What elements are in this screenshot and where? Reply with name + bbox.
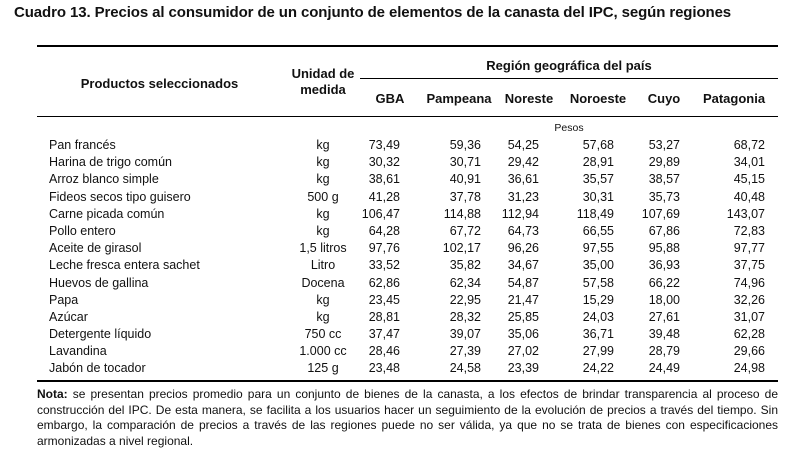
region-noroeste: Noroeste bbox=[569, 91, 627, 106]
price-cell: 106,47 bbox=[361, 206, 400, 221]
price-cell: 107,69 bbox=[641, 206, 680, 221]
header-region: Región geográfica del país bbox=[486, 58, 652, 73]
region-gba: GBA bbox=[375, 91, 405, 106]
product-name: Harina de trigo común bbox=[49, 155, 172, 170]
price-cell: 38,61 bbox=[368, 172, 400, 187]
price-cell: 66,55 bbox=[582, 223, 614, 238]
price-cell: 39,07 bbox=[449, 327, 481, 342]
price-cell: 37,75 bbox=[733, 258, 765, 273]
bottom-rule bbox=[37, 380, 778, 382]
price-cell: 27,39 bbox=[449, 344, 481, 359]
price-cell: 57,68 bbox=[582, 138, 614, 152]
price-cell: 67,72 bbox=[449, 223, 481, 238]
table-row bbox=[0, 327, 800, 344]
product-name: Fideos secos tipo guisero bbox=[49, 189, 191, 204]
price-cell: 97,77 bbox=[733, 241, 765, 256]
product-name: Huevos de gallina bbox=[49, 275, 149, 290]
price-cell: 24,49 bbox=[648, 361, 680, 376]
product-name: Jabón de tocador bbox=[49, 361, 146, 376]
table-row bbox=[0, 361, 800, 378]
top-rule bbox=[37, 45, 778, 47]
table-row bbox=[0, 207, 800, 224]
price-cell: 35,82 bbox=[449, 258, 481, 273]
price-cell: 39,48 bbox=[648, 327, 680, 342]
note-label: Nota: bbox=[37, 387, 68, 401]
unit-cell: kg bbox=[316, 206, 330, 221]
price-cell: 74,96 bbox=[733, 275, 765, 290]
unit-cell: 1.000 cc bbox=[299, 344, 347, 359]
price-cell: 23,39 bbox=[507, 361, 539, 376]
price-cell: 31,07 bbox=[733, 309, 765, 324]
unit-cell: kg bbox=[316, 155, 330, 170]
unit-cell: kg bbox=[316, 309, 330, 324]
price-cell: 73,49 bbox=[368, 138, 400, 152]
price-cell: 30,31 bbox=[582, 189, 614, 204]
price-cell: 24,98 bbox=[733, 361, 765, 376]
table-row bbox=[0, 310, 800, 327]
header-unit-line2: medida bbox=[300, 82, 346, 97]
product-name: Aceite de girasol bbox=[49, 241, 142, 256]
table-row bbox=[0, 224, 800, 241]
header-unit bbox=[283, 66, 363, 98]
price-cell: 23,45 bbox=[368, 292, 400, 307]
product-name: Arroz blanco simple bbox=[49, 172, 159, 187]
price-cell: 45,15 bbox=[733, 172, 765, 187]
table-row bbox=[0, 190, 800, 207]
table-body bbox=[0, 138, 800, 379]
region-patagonia: Patagonia bbox=[702, 91, 766, 106]
unit-cell: kg bbox=[316, 223, 330, 238]
unit-cell: Docena bbox=[301, 275, 345, 290]
price-cell: 36,93 bbox=[648, 258, 680, 273]
price-cell: 96,26 bbox=[507, 241, 539, 256]
price-cell: 72,83 bbox=[733, 223, 765, 238]
product-name: Pan francés bbox=[49, 138, 116, 152]
price-cell: 28,32 bbox=[449, 309, 481, 324]
price-cell: 28,81 bbox=[368, 309, 400, 324]
product-name: Leche fresca entera sachet bbox=[49, 258, 200, 273]
table-note bbox=[37, 387, 778, 449]
price-cell: 35,73 bbox=[648, 189, 680, 204]
price-cell: 64,28 bbox=[368, 223, 400, 238]
price-cell: 97,76 bbox=[368, 241, 400, 256]
table-row bbox=[0, 172, 800, 189]
price-cell: 112,94 bbox=[501, 206, 539, 221]
price-cell: 143,07 bbox=[726, 206, 765, 221]
region-noreste: Noreste bbox=[504, 91, 554, 106]
price-cell: 54,87 bbox=[507, 275, 539, 290]
table-row bbox=[0, 241, 800, 258]
unit-cell: 125 g bbox=[307, 361, 339, 376]
header-products: Productos seleccionados bbox=[80, 76, 239, 91]
price-cell: 66,22 bbox=[648, 275, 680, 290]
price-cell: 27,61 bbox=[648, 309, 680, 324]
price-cell: 35,00 bbox=[582, 258, 614, 273]
price-cell: 34,01 bbox=[733, 155, 765, 170]
price-cell: 53,27 bbox=[648, 138, 680, 152]
note-text: se presentan precios promedio para un conjunto de bienes de la canasta, a los efectos de brindar transparencia al proceso de construcción del IPC. De esta manera, se facilita a los usuarios hacer un seguimiento de la evolución de precios a través del tiempo. Sin embargo, la comparación de precios a través de las regiones puede no ser válida, ya que no se trata de bienes con especificaciones armonizadas a nivel regional. bbox=[37, 387, 778, 448]
price-cell: 36,61 bbox=[507, 172, 539, 187]
price-cell: 21,47 bbox=[507, 292, 539, 307]
price-cell: 64,73 bbox=[507, 223, 539, 238]
price-cell: 28,79 bbox=[648, 344, 680, 359]
price-cell: 36,71 bbox=[582, 327, 614, 342]
price-cell: 35,06 bbox=[507, 327, 539, 342]
price-cell: 37,47 bbox=[368, 327, 400, 342]
price-cell: 40,91 bbox=[449, 172, 481, 187]
price-cell: 62,34 bbox=[449, 275, 481, 290]
unit-cell: 1,5 litros bbox=[299, 241, 347, 256]
region-pampeana: Pampeana bbox=[426, 91, 492, 106]
product-name: Detergente líquido bbox=[49, 327, 152, 342]
product-name: Carne picada común bbox=[49, 206, 165, 221]
price-cell: 118,49 bbox=[576, 206, 614, 221]
price-cell: 102,17 bbox=[442, 241, 481, 256]
currency-label: Pesos bbox=[554, 122, 584, 134]
price-cell: 24,03 bbox=[582, 309, 614, 324]
product-name: Pollo entero bbox=[49, 223, 116, 238]
price-cell: 23,48 bbox=[368, 361, 400, 376]
price-cell: 28,46 bbox=[368, 344, 400, 359]
header-bottom-rule bbox=[37, 116, 778, 117]
price-cell: 27,99 bbox=[582, 344, 614, 359]
product-name: Papa bbox=[49, 292, 79, 307]
price-cell: 114,88 bbox=[443, 206, 481, 221]
table-row bbox=[0, 276, 800, 293]
unit-cell: kg bbox=[316, 292, 330, 307]
price-cell: 95,88 bbox=[648, 241, 680, 256]
price-cell: 41,28 bbox=[368, 189, 400, 204]
region-rule bbox=[360, 78, 778, 79]
product-name: Azúcar bbox=[49, 309, 88, 324]
price-cell: 54,25 bbox=[507, 138, 539, 152]
price-cell: 28,91 bbox=[582, 155, 614, 170]
price-cell: 15,29 bbox=[582, 292, 614, 307]
price-cell: 35,57 bbox=[582, 172, 614, 187]
price-cell: 40,48 bbox=[733, 189, 765, 204]
price-cell: 22,95 bbox=[449, 292, 481, 307]
price-cell: 62,86 bbox=[368, 275, 400, 290]
price-cell: 27,02 bbox=[507, 344, 539, 359]
price-cell: 38,57 bbox=[648, 172, 680, 187]
price-cell: 31,23 bbox=[507, 189, 539, 204]
header-unit-line1: Unidad de bbox=[291, 66, 355, 81]
price-cell: 57,58 bbox=[582, 275, 614, 290]
price-cell: 67,86 bbox=[648, 223, 680, 238]
price-cell: 68,72 bbox=[733, 138, 765, 152]
unit-cell: 500 g bbox=[307, 189, 339, 204]
table-row bbox=[0, 293, 800, 310]
price-cell: 97,55 bbox=[582, 241, 614, 256]
table-row bbox=[0, 155, 800, 172]
price-cell: 24,22 bbox=[582, 361, 614, 376]
region-cuyo: Cuyo bbox=[647, 91, 681, 106]
price-cell: 62,28 bbox=[733, 327, 765, 342]
price-cell: 29,66 bbox=[733, 344, 765, 359]
table-row bbox=[0, 258, 800, 275]
unit-cell: Litro bbox=[310, 258, 336, 273]
unit-cell: 750 cc bbox=[304, 327, 342, 342]
unit-cell: kg bbox=[316, 172, 330, 187]
product-name: Lavandina bbox=[49, 344, 107, 359]
price-cell: 37,78 bbox=[449, 189, 481, 204]
price-cell: 34,67 bbox=[507, 258, 539, 273]
price-cell: 33,52 bbox=[368, 258, 400, 273]
price-cell: 59,36 bbox=[449, 138, 481, 152]
price-cell: 32,26 bbox=[733, 292, 765, 307]
price-cell: 30,71 bbox=[449, 155, 481, 170]
price-cell: 25,85 bbox=[507, 309, 539, 324]
price-cell: 24,58 bbox=[449, 361, 481, 376]
price-cell: 30,32 bbox=[368, 155, 400, 170]
table-row bbox=[0, 344, 800, 361]
table-title: Cuadro 13. Precios al consumidor de un conjunto de elementos de la canasta del IPC, según regiones bbox=[14, 4, 732, 21]
price-cell: 29,89 bbox=[648, 155, 680, 170]
unit-cell: kg bbox=[316, 138, 330, 152]
table-row bbox=[0, 138, 800, 155]
price-cell: 29,42 bbox=[507, 155, 539, 170]
price-cell: 18,00 bbox=[648, 292, 680, 307]
